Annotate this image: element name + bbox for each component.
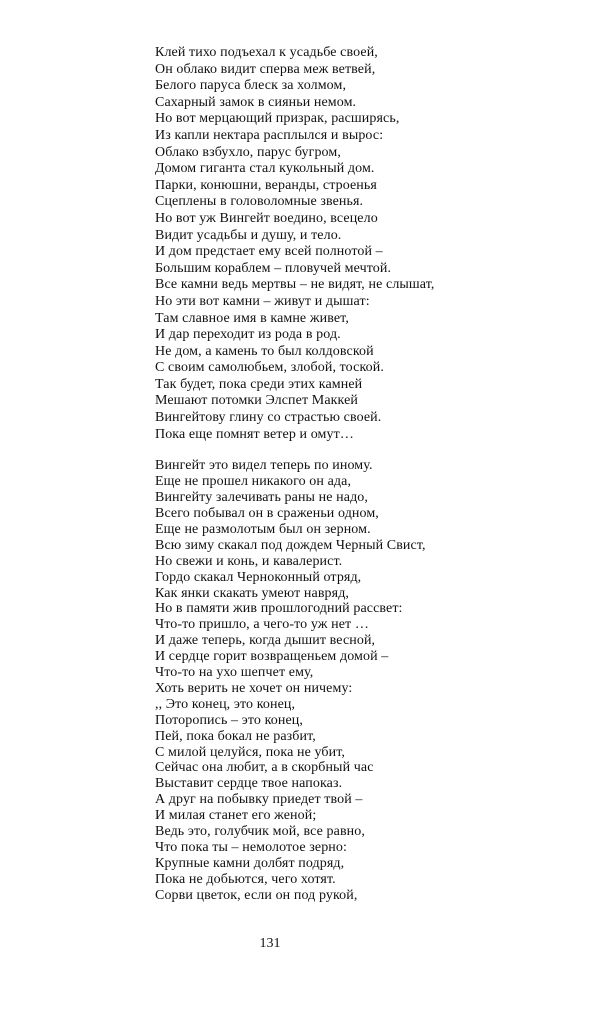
poem-line: И милая станет его женой; [155,808,317,824]
poem-line: Что-то на ухо шепчет ему, [155,665,314,681]
poem-line: Сорви цветок, если он под рукой, [155,887,358,903]
poem-line: Сцеплены в головоломные звенья. [155,194,364,210]
poem-line: Ведь это, голубчик мой, все равно, [155,824,365,840]
poem-line: Из капли нектара расплылся и вырос: [155,127,384,143]
poem-line: Большим кораблем – пловучей мечтой. [155,260,392,276]
poem-line: Домом гиганта стал кукольный дом. [155,161,375,177]
poem-line: Видит усадьбы и душу, и тело. [155,227,342,243]
poem-line: Всего побывал он в сраженьи одном, [155,505,379,521]
poem-line: Вингейту залечивать раны не надо, [155,490,368,506]
poem-line: Выставит сердце твое напоказ. [155,776,343,792]
poem-line: Но вот уж Вингейт воедино, всецело [155,210,378,226]
poem-line: И сердце горит возвращеньем домой – [155,649,389,665]
poem-line: Крупные камни долбят подряд, [155,855,345,871]
poem-line: Облако взбухло, парус бугром, [155,144,341,160]
poem-line: Гордо скакал Черноконный отряд, [155,569,362,585]
poem-line: Но эти вот камни – живут и дышат: [155,293,370,309]
poem-line: Еще не прошел никакого он ада, [155,474,352,490]
poem-line: Вингейт это видел теперь по иному. [155,458,373,474]
poem-line: Клей тихо подъехал к усадьбе своей, [155,45,378,60]
poem-line: Всю зиму скакал под дождем Черный Свист, [155,537,426,553]
poem-line: И дар переходит из рода в род. [155,327,341,343]
stanza [155,458,475,903]
poem-line: Белого паруса блеск за холмом, [155,78,347,94]
poem-line: Так будет, пока среди этих камней [155,376,363,392]
poem-line: Но вот мерцающий призрак, расширясь, [155,111,400,127]
poem-line: С милой целуйся, пока не убит, [155,744,346,760]
poem-line: Все камни ведь мертвы – не видят, не слышат, [155,277,435,293]
poem-line: Что-то пришло, а чего-то уж нет … [155,617,369,633]
poem-line: Еще не размолотым был он зерном. [155,521,371,537]
poem-line: Парки, конюшни, веранды, строенья [155,177,377,193]
poem-line: Поторопись – это конец, [155,712,303,728]
poem-line: Вингейтову глину со страстью своей. [155,410,382,426]
poem-line: Он облако видит сперва меж ветвей, [155,61,376,77]
poem-line: Сейчас она любит, а в скорбный час [155,760,374,776]
poem-line: Не дом, а камень то был колдовской [155,343,374,359]
poem-line: Как янки скакать умеют навряд, [155,585,350,601]
poem-line: Пока не добьются, чего хотят. [155,871,336,887]
poem-line: И даже теперь, когда дышит весной, [155,633,376,649]
poem-line: А друг на побывку приедет твой – [155,792,363,808]
poem-line: Мешают потомки Элспет Маккей [155,393,358,409]
poem-line: Хоть верить не хочет он ничему: [155,680,353,696]
poem-line: Там славное имя в камне живет, [155,310,349,326]
poem-line: Пей, пока бокал не разбит, [155,728,316,744]
stanza [155,45,475,443]
poem-line: Сахарный замок в сияньи немом. [155,94,357,110]
poem-line: Что пока ты – немолотое зерно: [155,840,347,855]
poem-line: Но свежи и конь, и кавалерист. [155,553,343,569]
poem-line: С своим самолюбьем, злобой, тоской. [155,360,384,376]
poem-text [155,45,475,904]
poem-line: Но в памяти жив прошлогодний рассвет: [155,601,403,617]
page-number: 131 [259,936,281,951]
poem-line: И дом предстает ему всей полнотой – [155,244,383,260]
poem-line: ,, Это конец, это конец, [155,696,296,712]
poem-line: Пока еще помнят ветер и омут… [155,426,354,442]
